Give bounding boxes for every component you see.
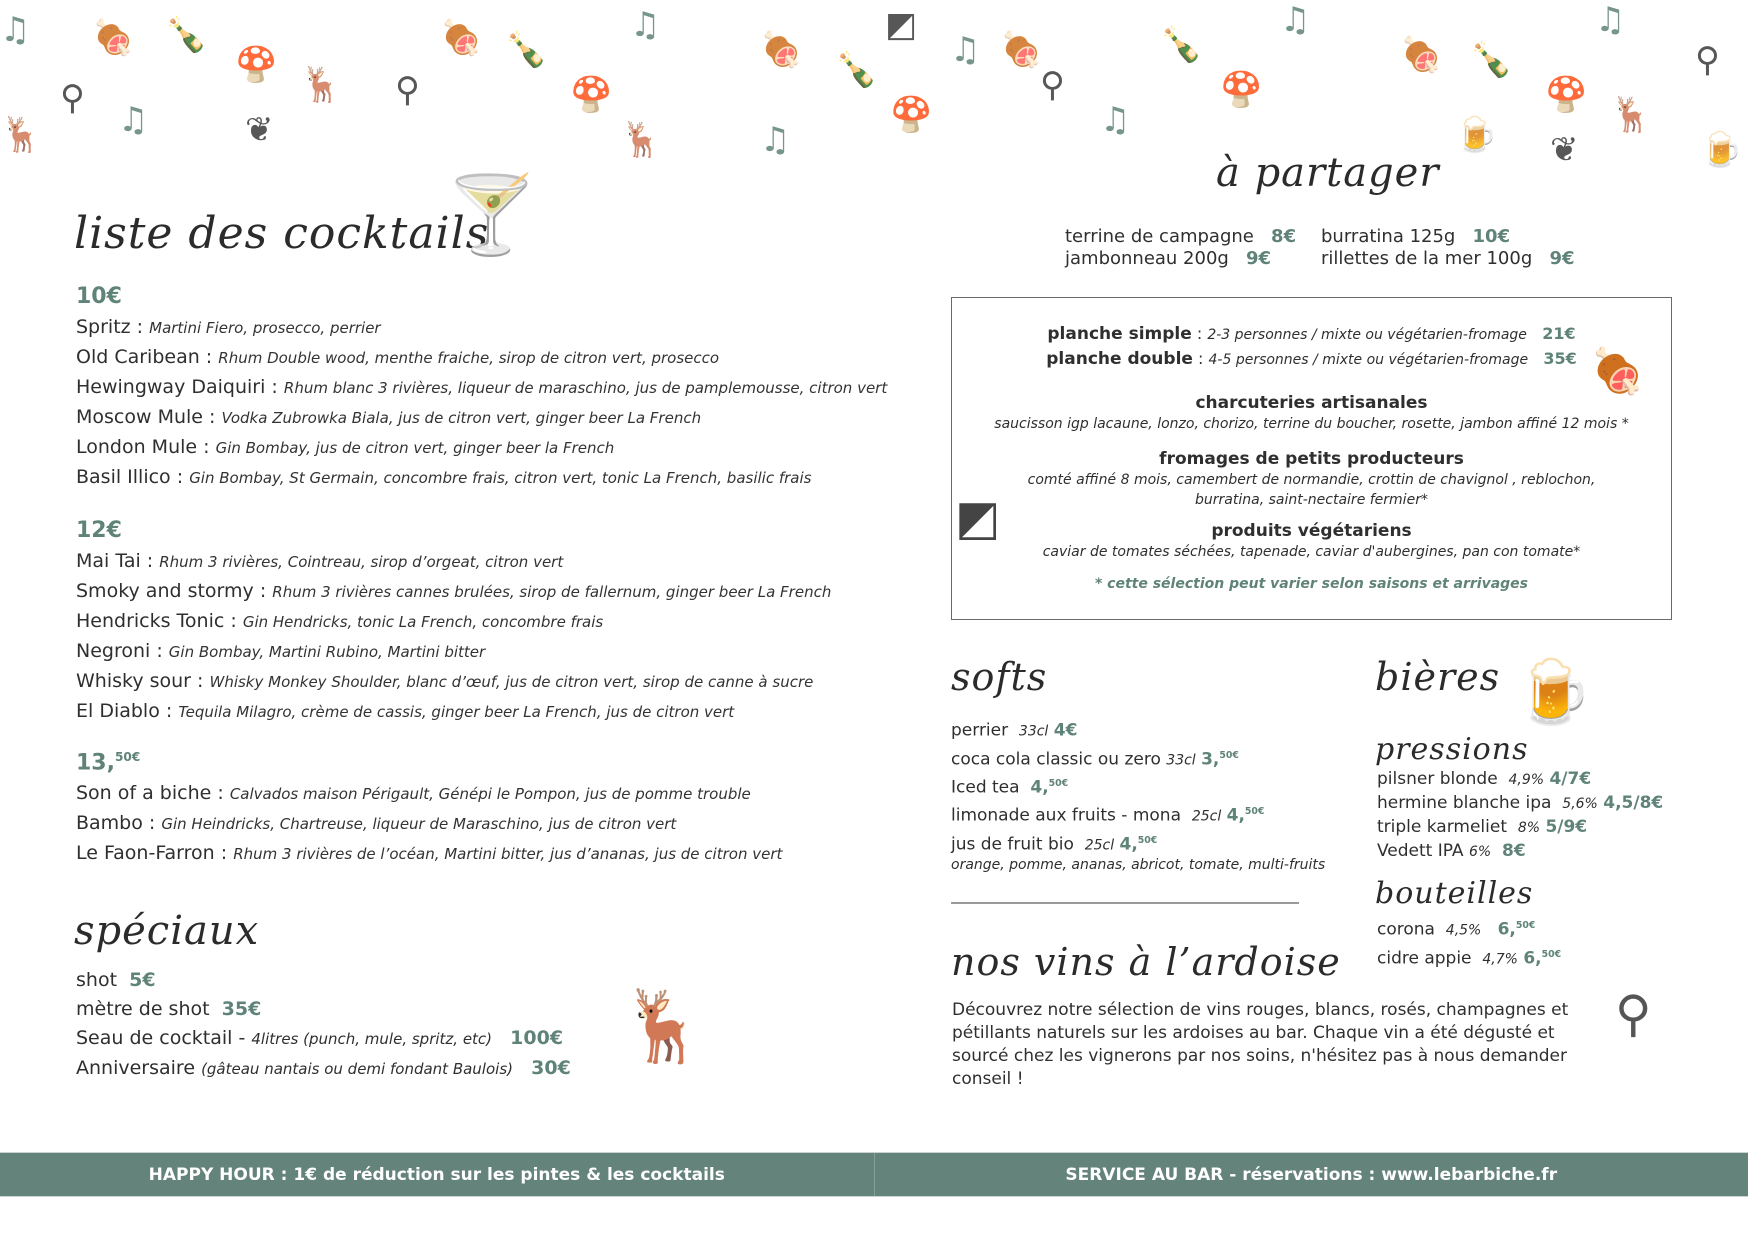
pressions-list [1377,768,1663,864]
beer-item [1377,816,1663,840]
ham-icon: 🍖 [1590,346,1645,397]
corkscrew-icon: ⚲ [1615,985,1652,1043]
dancers-icon: ♫ [630,5,661,45]
special-name: mètre de shot [76,998,210,1020]
cocktail-group-10 [76,284,887,493]
share-item [1065,248,1321,270]
pressions-title: pressions [1375,732,1529,767]
beer-abv: 6% [1468,844,1492,860]
bouteilles-title: bouteilles [1375,876,1534,911]
share-name: burratina 125g [1321,226,1456,247]
cocktail-glass-icon: 🍸 [444,170,539,259]
cocktail-name: Moscow Mule : [76,406,216,428]
cocktail-ingredients: Rhum blanc 3 rivières, liqueur de maraschino, jus de pamplemousse, citron vert [283,379,888,397]
cocktail-item [76,433,887,463]
planche-price: 21€ [1542,324,1576,343]
soft-item [951,744,1325,773]
special-item [76,1024,571,1054]
share-price: 9€ [1246,248,1272,269]
beer-name: hermine blanche ipa [1377,793,1552,813]
corkscrew-icon: ⚲ [1040,65,1065,105]
bottle-icon: 🍾 [835,50,878,90]
soft-volume: 25cl [1191,808,1222,825]
mug-icon: 🍺 [1455,115,1498,155]
cocktail-ingredients: Vodka Zubrowka Biala, jus de citron vert, ginger beer La French [221,409,702,427]
footnote: * cette sélection peut varier selon saisons et arrivages [1094,576,1529,592]
section-text: comté affiné 8 mois, camembert de normandie, crottin de chavignol , reblochon, [1027,472,1596,488]
cheese-icon: ◩ [955,490,1001,546]
soft-name: jus de fruit bio [951,834,1074,855]
cocktail-item [76,577,831,607]
cocktail-group-13-50 [76,750,782,869]
mushroom-icon: 🍄 [570,75,613,115]
soft-name: perrier [951,720,1009,741]
section-title: charcuteries artisanales [1195,393,1428,413]
cocktail-ingredients: Rhum 3 rivières de l’océan, Martini bitter, jus d’ananas, jus de citron vert [233,845,783,864]
cocktail-item [76,637,831,667]
bottle-icon: 🍾 [165,15,208,55]
cocktail-name: Negroni : [76,640,163,662]
special-name: Seau de cocktail - [76,1027,246,1049]
sharing-items [1065,226,1581,270]
corkscrew-icon: ⚲ [395,70,420,110]
share-item [1065,226,1321,248]
deer-icon: 🦌 [1610,95,1653,135]
bottle-icon: 🍾 [505,30,548,70]
price-cents: 50€ [114,750,141,764]
reservation-banner: SERVICE AU BAR - réservations : www.lebarbiche.fr [874,1153,1748,1196]
dancers-icon: ♫ [0,10,31,50]
soft-item [951,772,1325,800]
cocktail-item [76,463,887,493]
planches-box [951,297,1672,620]
group-price [76,750,782,775]
dancers-icon: ♫ [1100,100,1131,140]
beer-abv: 5,6% [1562,796,1598,812]
cocktail-name: London Mule : [76,436,210,458]
soft-price: 4, [1226,805,1245,826]
cocktail-item [76,697,831,727]
group-price: 12€ [76,518,122,543]
deer-cocktail-icon: 🦌 [620,985,708,1067]
leaf-icon: ❦ [245,110,274,150]
share-name: rillettes de la mer 100g [1321,248,1533,269]
mushroom-icon: 🍄 [890,95,933,135]
planche-desc: 2-3 personnes / mixte ou végétarien-fromage [1207,327,1527,343]
cocktail-name: El Diablo : [76,700,173,722]
cocktail-ingredients: Whisky Monkey Shoulder, blanc d’œuf, jus de citron vert, sirop de canne à sucre [209,673,814,691]
share-price: 10€ [1472,226,1511,247]
price-cents: 50€ [1137,834,1158,846]
soft-volume: 25cl [1084,837,1115,854]
beer-item [1377,792,1663,816]
cocktail-item [76,373,887,403]
cocktail-ingredients: Gin Bombay, St Germain, concombre frais, citron vert, tonic La French, basilic frais [189,469,812,487]
beer-name: triple karmeliet [1377,817,1507,837]
cocktail-name: Spritz : [76,316,144,338]
price-cents: 50€ [1541,948,1562,960]
cocktail-item [76,779,782,809]
bottle-item [1377,914,1561,943]
cheese-icon: ◩ [885,5,918,45]
cocktail-name: Le Faon-Farron : [76,842,228,865]
cocktail-name: Son of a biche : [76,782,224,805]
cocktail-item [76,667,831,697]
soft-price: 4, [1119,834,1138,855]
ham-icon: 🍖 [760,30,803,70]
cocktail-ingredients: Gin Bombay, Martini Rubino, Martini bitter [168,643,486,661]
partager-title: à partager [1216,150,1440,196]
price-cents: 50€ [1219,749,1239,761]
special-item [76,966,571,995]
deer-icon: 🦌 [620,120,663,160]
vins-title: nos vins à l’ardoise [951,940,1341,984]
soft-name: coca cola classic ou zero [951,749,1161,770]
juice-flavors: orange, pomme, ananas, abricot, tomate, multi-fruits [951,857,1326,874]
share-price: 8€ [1271,226,1297,247]
cocktail-ingredients: Tequila Milagro, crème de cassis, ginger beer La French, jus de citron vert [178,703,735,721]
special-price: 5€ [129,969,156,991]
soft-volume: 33cl [1166,752,1196,769]
planche-price: 35€ [1543,349,1577,368]
cocktail-ingredients: Calvados maison Périgault, Génépi le Pompon, jus de pomme trouble [229,785,751,804]
planche-simple [952,322,1671,347]
special-note: 4litres (punch, mule, spritz, etc) [251,1030,493,1048]
price-main: 13, [76,750,115,776]
soft-item [951,829,1325,858]
separator: : [1191,324,1208,343]
special-item [76,995,571,1024]
share-name: jambonneau 200g [1065,248,1229,269]
share-item [1321,248,1581,270]
section-title: produits végétariens [1211,521,1412,541]
beer-mug-icon: 🍺 [1515,655,1593,728]
beer-abv: 4,9% [1508,772,1545,788]
deer-icon: 🦌 [0,115,43,155]
footer-band [0,1152,1748,1197]
special-item [76,1054,571,1084]
section-text: caviar de tomates séchées, tapenade, caviar d'aubergines, pan con tomate* [1042,544,1581,560]
leaf-icon: ❦ [1550,130,1579,170]
soft-price: 3, [1201,749,1220,770]
beer-price: 4,5/8€ [1603,793,1664,813]
decorative-illustration-band [0,0,1748,185]
ham-icon: 🍖 [1400,35,1443,75]
ham-icon: 🍖 [440,18,483,58]
share-item [1321,226,1581,248]
cocktail-name: Old Caribean : [76,346,213,368]
cocktail-ingredients: Rhum 3 rivières cannes brulées, sirop de fallernum, ginger beer La French [272,583,832,601]
beer-abv: 8% [1517,820,1541,836]
cocktail-item [76,839,782,869]
special-name: shot [76,969,118,991]
beer-price: 4/7€ [1549,769,1592,789]
cocktail-ingredients: Rhum Double wood, menthe fraiche, sirop de citron vert, prosecco [218,349,720,367]
bottle-price: 6, [1523,948,1542,969]
deer-icon: 🦌 [300,65,343,105]
planche-name: planche simple [1047,324,1192,344]
cocktail-name: Hendricks Tonic : [76,610,237,632]
beer-price: 5/9€ [1545,817,1588,837]
price-cents: 50€ [1515,920,1536,931]
corkscrew-icon: ⚲ [1695,40,1720,80]
cocktail-name: Whisky sour : [76,670,204,692]
specials-title: spéciaux [74,908,260,954]
cocktail-name: Smoky and stormy : [76,580,267,602]
cocktail-ingredients: Gin Heindricks, Chartreuse, liqueur de Maraschino, jus de citron vert [161,815,677,834]
cocktail-item [76,809,782,839]
corkscrew-icon: ⚲ [60,78,85,118]
cocktail-name: Basil Illico : [76,466,184,488]
special-price: 30€ [531,1057,571,1079]
bottle-icon: 🍾 [1470,40,1513,80]
mug-icon: 🍺 [1700,130,1743,170]
bottle-abv: 4,5% [1445,922,1482,939]
specials-list [76,966,571,1084]
planche-desc: 4-5 personnes / mixte ou végétarien-fromage [1208,352,1529,368]
planche-double [952,347,1671,372]
vins-description: Découvrez notre sélection de vins rouges, blancs, rosés, champagnes et pétillants naturels sur les ardoises au bar. Chaque vin a été dégusté et sourcé chez les vignerons par nos soins, n'hésitez pas à nous demander conseil ! [952,1000,1569,1089]
soft-price: 4€ [1053,720,1078,741]
bottle-abv: 4,7% [1482,951,1518,968]
bottle-name: cidre appie [1377,948,1472,969]
beer-item [1377,768,1663,792]
planche-name: planche double [1046,349,1193,369]
group-price: 10€ [76,284,122,309]
softs-list [951,715,1325,874]
special-price: 100€ [510,1027,564,1049]
soft-name: Iced tea [951,777,1020,798]
cocktail-ingredients: Gin Hendricks, tonic La French, concombre frais [242,613,604,631]
dancers-icon: ♫ [1595,0,1626,40]
soft-item [951,800,1325,829]
bottle-icon: 🍾 [1160,25,1203,65]
mushroom-icon: 🍄 [1220,70,1263,110]
happy-hour-banner: HAPPY HOUR : 1€ de réduction sur les pintes & les cocktails [148,1164,725,1185]
bottle-name: corona [1377,919,1435,940]
separator: : [1192,349,1209,368]
bottle-price: 6, [1497,919,1516,940]
mushroom-icon: 🍄 [1545,75,1588,115]
price-cents: 50€ [1048,778,1069,790]
price-cents: 50€ [1244,805,1265,817]
section-title: fromages de petits producteurs [1159,449,1464,469]
cocktail-name: Mai Tai : [76,550,154,572]
ham-icon: 🍖 [92,18,135,58]
cocktails-title: liste des cocktails [74,208,490,259]
share-name: terrine de campagne [1065,226,1254,247]
cocktail-ingredients: Martini Fiero, prosecco, perrier [149,319,381,337]
beer-name: pilsner blonde [1377,769,1498,789]
softs-title: softs [951,655,1048,699]
beer-item [1377,840,1663,864]
dancers-icon: ♫ [1280,0,1311,40]
special-name: Anniversaire [76,1057,196,1079]
cocktail-ingredients: Rhum 3 rivières, Cointreau, sirop d’orgeat, citron vert [159,553,564,571]
bouteilles-list [1377,914,1561,971]
soft-volume: 33cl [1018,723,1049,740]
cocktail-name: Hewingway Daiquiri : [76,376,278,398]
special-price: 35€ [221,998,262,1020]
cocktail-name: Bambo : [76,812,156,835]
dancers-icon: ♫ [118,100,149,140]
cocktail-ingredients: Gin Bombay, jus de citron vert, ginger beer la French [215,439,615,457]
soft-item [951,715,1325,744]
dancers-icon: ♫ [950,30,981,70]
cocktail-item [76,403,887,433]
soft-price: 4, [1030,777,1049,798]
cocktail-item [76,343,887,373]
beer-name: Vedett IPA [1377,841,1464,861]
divider [951,902,1299,904]
bieres-title: bières [1375,655,1501,699]
cocktail-item [76,547,831,577]
ham-icon: 🍖 [1000,30,1043,70]
cocktail-item [76,313,887,343]
beer-price: 8€ [1502,841,1526,861]
bottle-item [1377,943,1561,972]
soft-name: limonade aux fruits - mona [951,805,1181,826]
special-note: (gâteau nantais ou demi fondant Baulois) [201,1060,513,1078]
share-price: 9€ [1549,248,1575,269]
dancers-icon: ♫ [760,120,791,160]
section-text: saucisson igp lacaune, lonzo, chorizo, terrine du boucher, rosette, jambon affiné 12 mois * [994,416,1629,432]
cocktail-item [76,607,831,637]
mushroom-icon: 🍄 [235,45,278,85]
section-text: burratina, saint-nectaire fermier* [1195,492,1428,508]
cocktail-group-12 [76,518,831,727]
